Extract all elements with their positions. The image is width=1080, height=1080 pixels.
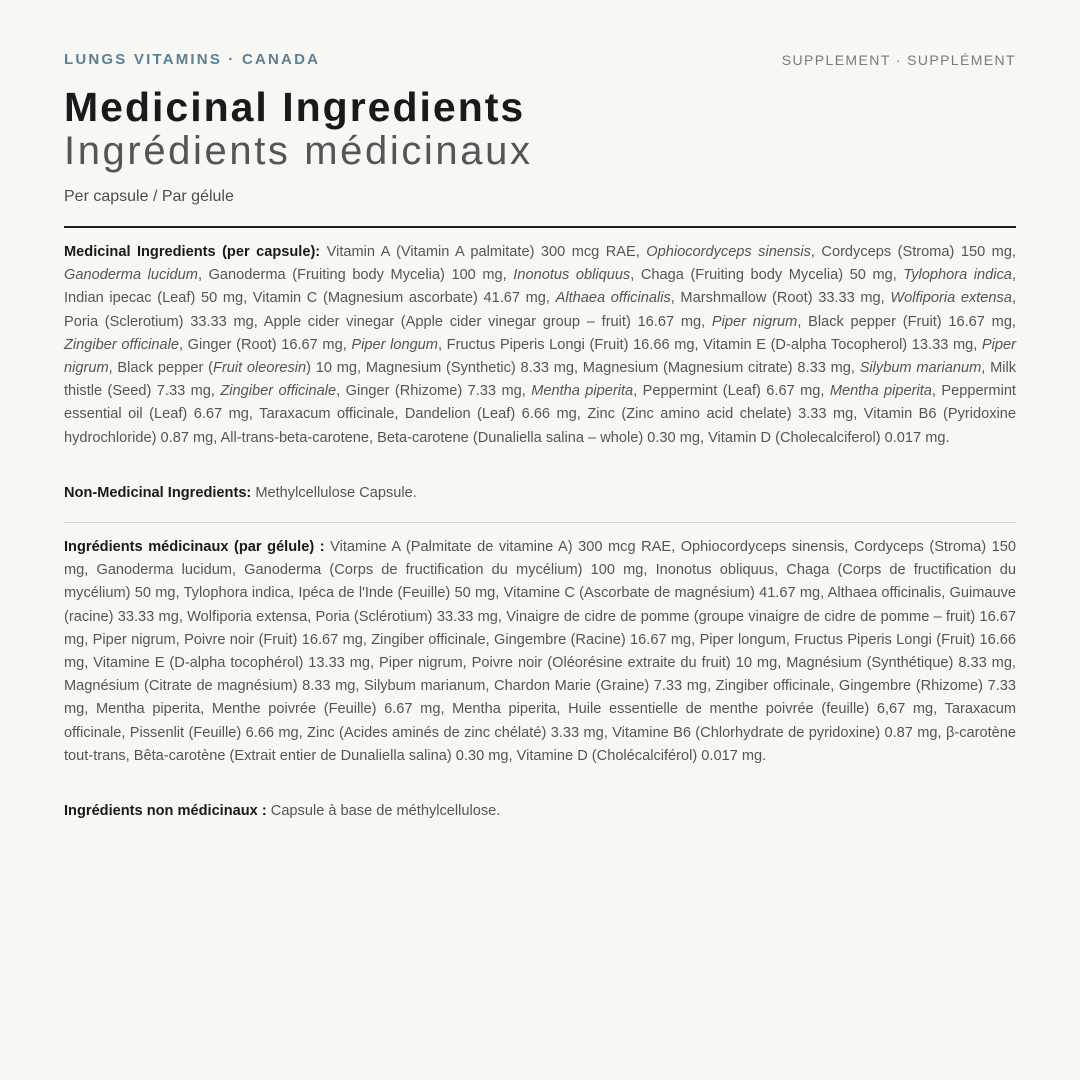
french-medicinal-label: Ingrédients médicinaux (par gélule) : [64,539,325,555]
botanical-name: Piper nigrum [711,313,798,330]
top-bar [64,51,1016,68]
ingredient-text: , Peppermint (Leaf) 6.67 mg, [633,383,830,400]
botanical-name: Piper longum [351,336,438,353]
brand-label: LUNGS VITAMINS · CANADA [64,51,321,68]
ingredient-text: , Black pepper (Fruit) 16.67 mg, [797,313,1016,330]
ingredient-text: , Poria (Sclerotium) 33.33 mg, Apple cider vinegar (Apple cider vinegar group – fruit) 16.67 mg, [64,290,1016,330]
ingredient-text: , Fructus Piperis Longi (Fruit) 16.66 mg, Vitamin E (D-alpha Tocopherol) 13.33 mg, [437,336,982,353]
english-non-medicinal-text: Methylcellulose Capsule. [251,485,417,501]
ingredient-text: Vitamin A (Vitamin A palmitate) 300 mcg RAE, [320,244,647,260]
ingredient-text: , Black pepper ( [108,360,213,377]
botanical-name: Ganoderma lucidum [64,267,198,284]
category-label: SUPPLEMENT · SUPPLÉMENT [781,51,1016,68]
botanical-name: Wolfiporia extensa [890,290,1012,307]
header-divider [64,226,1016,228]
page-title-french: Ingrédients médicinaux [64,129,533,173]
botanical-name: Zingiber officinale [64,336,179,353]
botanical-name: Fruit oleoresin [212,360,307,377]
botanical-name: Ophiocordyceps sinensis [646,244,811,260]
ingredient-text: , Chaga (Fruiting body Mycelia) 50 mg, [630,267,904,284]
english-non-medicinal-label: Non-Medicinal Ingredients: [64,485,252,501]
ingredient-text: , Indian ipecac (Leaf) 50 mg, Vitamin C (Magnesium ascorbate) 41.67 mg, [64,267,1016,307]
english-medicinal-ingredients [64,241,1016,450]
ingredient-text: , Peppermint essential oil (Leaf) 6.67 mg, Taraxacum officinale, Dandelion (Leaf) 6.66 mg, Zinc (Zinc amino acid chelate) 3.33 mg, Vitamin B6 (Pyridoxine hydrochloride) 0.87 mg, All-trans-beta-carotene, Beta-carotene (Dunaliella salina – whole) 0.30 mg, Vitamin D (Cholecalciferol) 0.017 mg. [64,383,1016,446]
botanical-name: Mentha piperita [531,383,634,400]
botanical-name: Piper nigrum [64,336,1016,377]
ingredient-text: , Cordyceps (Stroma) 150 mg, [810,244,1016,260]
language-divider [64,522,1016,523]
ingredient-text: , Ganoderma (Fruiting body Mycelia) 100 mg, [197,267,514,284]
french-non-medicinal-label: Ingrédients non médicinaux : [64,803,267,819]
per-unit-label: Per capsule / Par gélule [64,188,234,205]
botanical-name: Tylophora indica [903,267,1012,284]
english-medicinal-label: Medicinal Ingredients (per capsule): [64,244,321,260]
english-non-medicinal-ingredients [64,482,1016,505]
french-medicinal-text: Vitamine A (Palmitate de vitamine A) 300 mcg RAE, Ophiocordyceps sinensis, Cordyceps (Stroma) 150 mg, Ganoderma lucidum, Ganoderma (Corps de fructification du mycélium) 100 mg, Inonotus obliquus, Chaga (Corps de fructification du mycélium) 50 mg, Tylophora indica, Ipéca de l'Inde (Feuille) 50 mg, Vitamine C (Ascorbate de magnésium) 41.67 mg, Althaea officinalis, Guimauve (racine) 33.33 mg, Wolfiporia extensa, Poria (Sclérotium) 33.33 mg, Vinaigre de cidre de pomme (groupe vinaigre de cidre de pomme – fruit) 16.67 mg, Piper nigrum, Poivre noir (Fruit) 16.67 mg, Zingiber officinale, Gingembre (Racine) 16.67 mg, Piper longum, Fructus Piperis Longi (Fruit) 16.66 mg, Vitamine E (D-alpha tocophérol) 13.33 mg, Piper nigrum, Poivre noir (Oléorésine extraite du fruit) 10 mg, Magnésium (Synthétique) 8.33 mg, Magnésium (Citrate de magnésium) 8.33 mg, Silybum marianum, Chardon Marie (Graine) 7.33 mg, Zingiber officinale, Gingembre (Rhizome) 7.33 mg, Mentha piperita, Menthe poivrée (Feuille) 6.67 mg, Mentha piperita, Huile essentielle de menthe poivrée (feuille) 6,67 mg, Taraxacum officinale, Pissenlit (Feuille) 6.66 mg, Zinc (Acides aminés de zinc chélaté) 3.33 mg, Vitamine B6 (Chlorhydrate de pyridoxine) 0.87 mg, β-carotène tout-trans, Bêta-carotène (Extrait entier de Dunaliella salina) 0.30 mg, Vitamine D (Cholécalciférol) 0.017 mg. [64,539,1016,764]
english-medicinal-text [64,244,1016,446]
botanical-name: Inonotus obliquus [513,267,631,284]
ingredient-text: ) 10 mg, Magnesium (Synthetic) 8.33 mg, Magnesium (Magnesium citrate) 8.33 mg, [306,360,860,377]
ingredient-text: , Milk thistle (Seed) 7.33 mg, [64,360,1017,400]
page-title-english: Medicinal Ingredients [64,84,526,130]
french-medicinal-ingredients [64,536,1016,768]
ingredient-text: , Ginger (Root) 16.67 mg, [178,336,352,353]
french-non-medicinal-text: Capsule à base de méthylcellulose. [266,803,501,819]
ingredient-text: , Ginger (Rhizome) 7.33 mg, [336,383,532,400]
french-non-medicinal-ingredients [64,800,1016,823]
botanical-name: Althaea officinalis [555,290,671,307]
botanical-name: Zingiber officinale [220,383,337,400]
ingredient-text: , Marshmallow (Root) 33.33 mg, [670,290,891,307]
botanical-name: Silybum marianum [859,360,982,377]
botanical-name: Mentha piperita [829,383,932,400]
